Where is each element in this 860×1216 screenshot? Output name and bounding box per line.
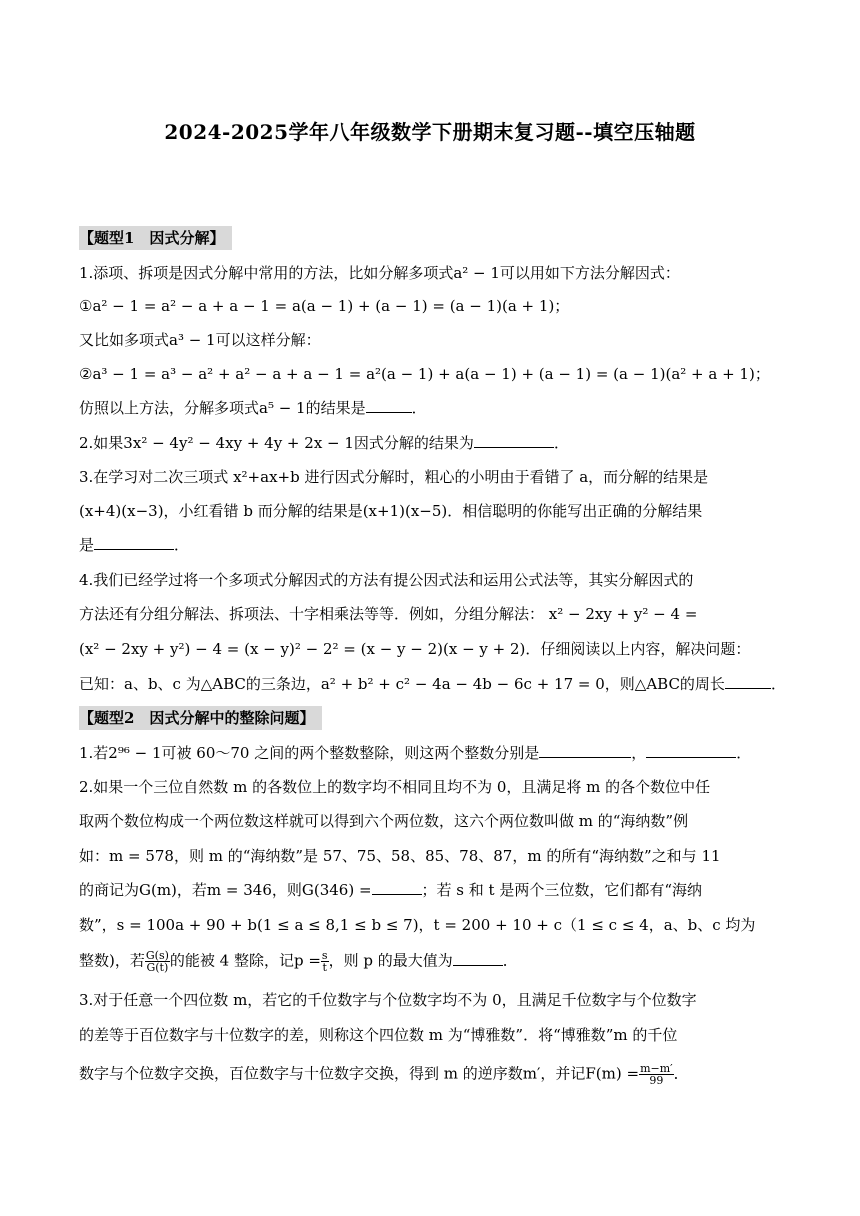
section-heading-1: 【题型1 因式分解】 (79, 226, 232, 250)
problem-1-method-2: ②a³ − 1 = a³ − a² + a² − a + a − 1 = a²(a − 1) + a(a − 1) + (a − 1) = (a − 1)(a² + a + 1)； (79, 365, 770, 383)
problem-4-line-3: (x² − 2xy + y²) − 4 = (x − y)² − 2² = (x − y − 2)(x − y + 2)．仔细阅读以上内容，解决问题： (79, 640, 751, 658)
problem-4-line-2: 方法还有分组分解法、拆项法、十字相乘法等等．例如，分组分解法： x² − 2xy + y² − 4 = (79, 605, 698, 623)
fraction-s-t (321, 950, 329, 973)
section-heading-2: 【题型2 因式分解中的整除问题】 (79, 706, 322, 730)
question-text: 1.若2⁹⁶ − 1可被 60～70 之间的两个整数整除，则这两个整数分别是 (79, 744, 540, 762)
fraction-numerator: s (321, 949, 328, 962)
problem-7-line-2: 的差等于百位数字与十位数字的差，则称这个四位数 m 为“博雅数”．将“博雅数”m 的千位 (79, 1026, 678, 1044)
problem-6-line-4 (79, 880, 784, 900)
fraction-denominator: t (322, 961, 327, 974)
fraction-denominator: 99 (649, 1074, 664, 1087)
problem-3-line-1: 3.在学习对二次三项式 x²+ax+b 进行因式分解时，粗心的小明由于看错了 a，而分解的结果是 (79, 468, 709, 486)
answer-blank[interactable] (474, 433, 554, 448)
fraction-numerator: G(s) (145, 949, 169, 962)
period: ． (174, 536, 190, 554)
problem-6-line-2: 取两个数位构成一个两位数这样就可以得到六个两位数，这六个两位数叫做 m 的“海纳数”例 (79, 812, 689, 830)
problem-3-line-3 (79, 535, 784, 555)
period: ． (502, 951, 518, 970)
answer-blank[interactable] (372, 880, 422, 895)
problem-1-method-1: ①a² − 1 = a² − a + a − 1 = a(a − 1) + (a − 1) = (a − 1)(a + 1)； (79, 297, 570, 315)
question-text-cont: ；若 s 和 t 是两个三位数，它们都有“海纳 (421, 881, 702, 899)
question-text: 数字与个位数字交换，百位数字与十位数字交换，得到 m 的逆序数m′，并记F(m) = (79, 1064, 640, 1083)
problem-4-line-1: 4.我们已经学过将一个多项式分解因式的方法有提公因式法和运用公式法等，其实分解因式的 (79, 571, 694, 589)
answer-blank-1[interactable] (539, 743, 631, 758)
question-text: 整数)，若 (79, 951, 145, 970)
problem-6-line-5: 数”，s = 100a + 90 + b(1 ≤ a ≤ 8,1 ≤ b ≤ 7)，t = 200 + 10 + c（1 ≤ c ≤ 4，a、b、c 均为 (79, 916, 756, 934)
period: ． (553, 434, 569, 452)
problem-6-line-1: 2.如果一个三位自然数 m 的各数位上的数字均不相同且均不为 0，且满足将 m 的各个数位中任 (79, 778, 711, 796)
question-text: 是 (79, 536, 95, 554)
fraction-fm (639, 1063, 674, 1086)
problem-1-line: 1.添项、拆项是因式分解中常用的方法，比如分解多项式a² − 1可以用如下方法分解因式： (79, 264, 680, 282)
problem-5-line-1 (79, 743, 784, 763)
problem-2-question (79, 433, 784, 453)
question-text: 的商记为G(m)，若m = 346，则G(346) = (79, 881, 372, 899)
problem-1-question (79, 398, 784, 418)
problem-1-text: 又比如多项式a³ − 1可以这样分解： (79, 331, 321, 349)
answer-blank[interactable] (366, 398, 412, 413)
answer-blank[interactable] (725, 674, 771, 689)
period: ． (770, 675, 786, 693)
problem-6-line-6 (79, 950, 784, 973)
problem-4-line-4 (79, 674, 784, 694)
question-text: 已知：a、b、c 为△ABC的三条边，a² + b² + c² − 4a − 4b − 6c + 17 = 0，则△ABC的周长 (79, 675, 725, 693)
period: ． (736, 744, 752, 762)
problem-7-line-1: 3.对于任意一个四位数 m，若它的千位数字与个位数字均不为 0，且满足千位数字与个位数字 (79, 991, 697, 1009)
fraction-denominator: G(t) (146, 961, 169, 974)
problem-3-line-2: (x+4)(x−3)，小红看错 b 而分解的结果是(x+1)(x−5)．相信聪明的你能写出正确的分解结果 (79, 502, 703, 520)
answer-blank-2[interactable] (646, 743, 736, 758)
question-text: 2.如果3x² − 4y² − 4xy + 4y + 2x − 1因式分解的结果为 (79, 434, 474, 452)
comma: ， (631, 744, 647, 762)
question-text: 的能被 4 整除，记p = (169, 951, 321, 970)
question-text: 仿照以上方法，分解多项式a⁵ − 1的结果是 (79, 399, 366, 417)
answer-blank[interactable] (453, 951, 503, 966)
problem-6-line-3: 如：m = 578，则 m 的“海纳数”是 57、75、58、85、78、87，m 的所有“海纳数”之和与 11 (79, 847, 721, 865)
question-text: ，则 p 的最大值为 (328, 951, 453, 970)
document-title: 2024-2025学年八年级数学下册期末复习题--填空压轴题 (164, 120, 696, 144)
fraction-numerator: m−m′ (640, 1062, 673, 1075)
answer-blank[interactable] (94, 535, 174, 550)
period: ． (411, 399, 427, 417)
period: ． (673, 1064, 689, 1083)
problem-7-line-3 (79, 1063, 784, 1086)
fraction-gs-gt (145, 950, 170, 973)
